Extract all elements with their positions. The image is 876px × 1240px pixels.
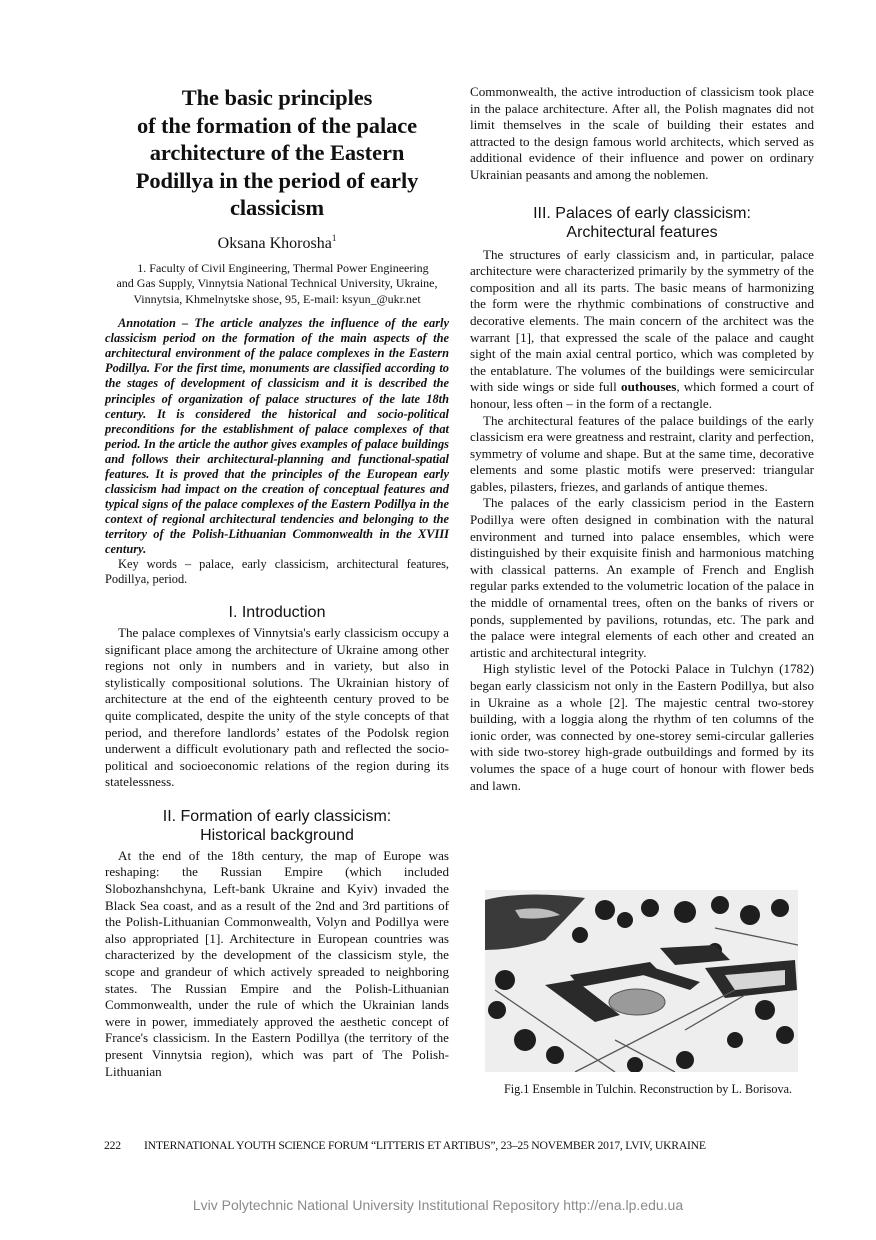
heading-line: I. Introduction [228,604,326,622]
title-line: of the formation of the palace [136,112,418,138]
paragraph: The palace complexes of Vinnytsia's early classicism occupy a significant place among the architecture of Ukraine among other regions not only in numbers and in variety, but also in stylistically compositional solutions. The Ukrainian history of architecture at the end of the eighteenth century proved to be quite complicated, despite the unity of the style concepts of that period, and therefore landlords’ estates of the Podolsk region underwent a difficult evolutionary path and reflected the socio-political and socioeconomic relations of the region during its statelessness. [105,624,449,790]
paragraph: At the end of the 18th century, the map of Europe was reshaping: the Russian Empire (which included Slobozhanshchyna, Left-bank Ukraine and Kyiv) invaded the Black Sea coast, and as a result of the 2nd and 3rd partitions of the Polish-Lithuanian Commonwealth, Volyn and Podillya were also appropriated [1]. Architecture in European countries was characterized by the development of the classicism style, the scope and grandeur of which actively spreaded to neighboring states. The Russian Empire and the Polish-Lithuanian Commonwealth, under the rule of which the Ukrainian lands were in power, immediately approved the aesthetic concept of France's classicism. In the Eastern Podillya (the territory of the present Vinnytsia region), which was part of The Polish-Lithuanian [105,847,449,1079]
section-heading-palaces [470,204,814,243]
figure-caption: Fig.1 Ensemble in Tulchin. Reconstruction by L. Borisova. [503,1082,793,1096]
running-footer-text: INTERNATIONAL YOUTH SCIENCE FORUM “LITTERIS ET ARTIBUS”, 23–25 NOVEMBER 2017, LVIV, UKRAINE [144,1139,706,1152]
heading-line: Architectural features [566,224,718,242]
annotation: Annotation – The article analyzes the influence of the early classicism period on the formation of the main aspects of the architectural environment of the palace complexes in the Eastern Podillya. For the first time, monuments are classified according to the stages of development of classicism and it is described the principles of organization of palace structures of the late 18th century. It is considered the historical and socio-political preconditions for the establishment of palace complexes of that period. In the article the author gives examples of palace buildings and follows their architectural-planning and functional-spatial features. It is proved that the principles of the European early classicism had impact on the creation of conceptual features and typical signs of the palace complexes of the Eastern Podillya in the context of regional architectural tendencies and belonging to the territory of the Polish-Lithuanian Commonwealth in the XVIII century. [105,316,449,556]
paragraph [470,247,814,413]
affiliation-line: 1. Faculty of Civil Engineering, Thermal Power Engineering [137,260,429,275]
left-column [105,84,449,1080]
paragraph: High stylistic level of the Potocki Palace in Tulchyn (1782) began early classicism not only in the Eastern Podillya, but also in Ukraine as a whole [2]. The majestic central two-storey building, with a loggia along the rhythm of ten columns of the ionic order, was connected by one-storey semi-circular galleries with side two-storey high-grade outbuildings and formed by its volumes the space of a huge court of honour with flower beds and lawn. [470,661,814,793]
text-run: , which formed a court of honour, less often – in the form of a rectangle. [470,379,815,411]
paper-title [105,84,449,222]
right-column [470,84,814,794]
title-line: classicism [230,195,324,220]
section-heading-formation [105,807,449,846]
page-number: 222 [104,1139,121,1152]
author-affiliation-mark: 1 [331,232,337,243]
heading-line: II. Formation of early classicism: [162,807,392,825]
author-name: Oksana Khorosha [217,234,332,252]
text-run: The structures of early classicism and, in particular, palace architecture were characterized primarily by the symmetry of the composition and all its parts. The basic means of harmonizing the form were the rhythmic combinations of constructive and decorative elements. The main concern of the architect was the warrant [1], that expressed the scale of the palace and caught sight of the main axial central portico, which was completed by the entablature. The volumes of the buildings were semicircular with side wings or side full [470,246,814,395]
title-line: Podillya in the period of early [135,167,419,193]
heading-line: Historical background [200,827,354,845]
paragraph: The palaces of the early classicism period in the Eastern Podillya were often designed in combination with the natural environment and turned into palace ensembles, which were distinguished by their exquisite finish and harmonious matching with classical patterns. An example of French and English regular parks extended to the volumetric location of the palace in the middle of ornamental trees, often on the banks of rivers or ponds, supplemented by pavilions, rotundas, etc. The park and the palace were integral elements of each other and created an artistic and architectural integrity. [470,495,814,660]
heading-line: III. Palaces of early classicism: [533,204,751,222]
title-line: The basic principles [181,85,373,110]
title-line: architecture of the Eastern [149,140,405,165]
keywords: Key words – palace, early classicism, architectural features, Podillya, period. [105,557,449,587]
paragraph: The architectural features of the palace buildings of the early classicism era were greatness and restraint, clarity and perfection, symmetry of volume and shape. But at the same time, decorative elements and some plastic motifs were preserved: triangular gables, pilasters, friezes, and garlands of antique themes. [470,412,814,494]
paragraph-continued: Commonwealth, the active introduction of classicism took place in the palace architecture. After all, the Polish magnates did not limit themselves in the scale of building their estates and attracted to the design famous world architects, which served as additional evidence of their influence and power on ordinary Ukrainian peasants and among the noblemen. [470,84,814,182]
page-footer [104,1139,706,1152]
figure-ensemble-tulchin [485,890,798,1072]
section-heading-introduction [105,603,449,623]
ensemble-drawing-image [485,890,798,1072]
author [105,228,449,254]
affiliation [101,261,453,308]
repository-watermark: Lviv Polytechnic National University Institutional Repository http://ena.lp.edu.ua [192,1197,684,1213]
affiliation-line: and Gas Supply, Vinnytsia National Technical University, Ukraine, Vinnytsia, Khmelnytske shose, 95, E-mail: ksyun_@ukr.net [116,276,438,306]
bold-term: outhouses [621,379,677,395]
